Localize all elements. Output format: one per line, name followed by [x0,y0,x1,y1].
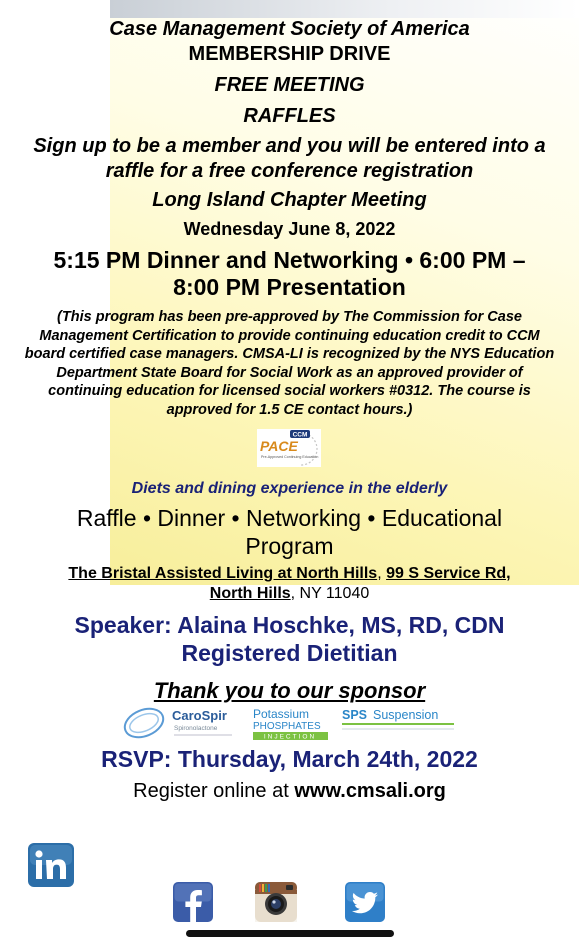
sponsor-heading [0,678,579,704]
carospir-sub: Spironolactone [174,725,218,732]
program-line: Raffle • Dinner • Networking • Educational Program [76,505,503,559]
speaker-title: Registered Dietitian [181,640,398,666]
register-url-link[interactable]: www.cmsali.org [294,780,446,802]
register-prefix: Register online at [133,780,295,802]
potassium-phosphates-logo [253,707,328,741]
ce-disclaimer: (This program has been pre-approved by The Commission for Case Management Certification to provide continuing education credit to CCM board certified case managers. CMSA-LI is recognized by the NYS Education Department State Board for Social Work as an approved provider of continuing education for licensed social workers #0312. The course is approved for 1.5 CE contact hours.) [24,309,555,418]
address-separator: , [377,565,387,582]
header-band [110,0,579,18]
sponsor-logos [122,704,462,744]
drive-line: MEMBERSHIP DRIVE [188,43,391,65]
signup-text: Sign up to be a member and you will be entered into a raffle for a free conference registration [33,135,546,182]
instagram-icon[interactable] [255,882,297,922]
meeting-schedule: 5:15 PM Dinner and Networking • 6:00 PM – 8:00 PM Presentation [53,247,526,300]
pace-badge-main: PACE [260,438,298,454]
sponsor-heading-text: Thank you to our sponsor [153,678,426,703]
home-indicator[interactable] [186,930,394,937]
potassium-text: Potassium [253,707,310,721]
speaker-info [0,611,579,667]
twitter-icon[interactable] [345,882,385,922]
rsvp-line: RSVP: Thursday, March 24th, 2022 [101,746,478,772]
chapter-line: Long Island Chapter Meeting [152,189,427,211]
street-link[interactable]: 99 S Service Rd, [386,565,511,582]
meeting-date: Wednesday June 8, 2022 [183,219,396,239]
pace-badge-sub: Pre-Approved Continuing Education [261,455,319,459]
speaker-line: Speaker: Alaina Hoschke, MS, RD, CDN [74,612,505,638]
linkedin-icon[interactable] [28,843,74,887]
injection-text: INJECTION [263,733,317,741]
pace-badge-icon [257,429,321,467]
register-line [0,779,579,803]
carospir-name: CaroSpir [172,708,227,723]
town-link[interactable]: North Hills [209,585,291,602]
raffles-heading: RAFFLES [243,105,336,127]
sps-suspension-logo [342,708,454,729]
free-meeting: FREE MEETING [214,74,365,96]
venue-address [30,564,549,604]
venue-link[interactable]: The Bristal Assisted Living at North Hills [68,565,378,582]
phosphates-text: PHOSPHATES [253,721,321,732]
facebook-icon[interactable] [173,882,213,922]
pace-badge-ccm: CCM [292,431,308,439]
org-line: Case Management Society of America [109,18,470,40]
sps-text: SPS [342,708,368,722]
suspension-text: Suspension [373,708,439,722]
topic-line: Diets and dining experience in the elderly [131,480,448,497]
carospir-logo [122,704,232,743]
address-rest: , NY 11040 [290,585,370,602]
